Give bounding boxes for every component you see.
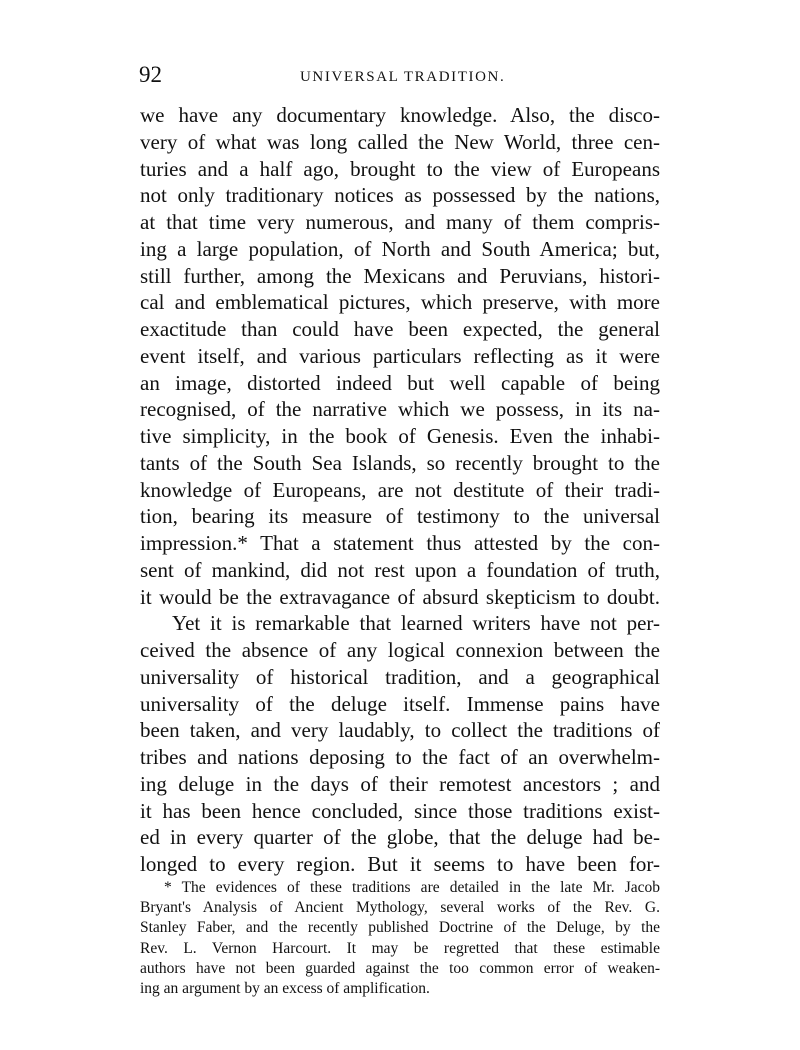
body-text: [140, 102, 660, 878]
text-line: ed in every quarter of the globe, that the deluge had be-: [140, 825, 660, 850]
text-line: cal and emblematical pictures, which preserve, with more: [140, 290, 660, 315]
footnote-line: Stanley Faber, and the recently published Doctrine of the Deluge, by the: [140, 919, 660, 937]
text-line: recognised, of the narrative which we possess, in its na-: [140, 397, 660, 422]
text-line: tive simplicity, in the book of Genesis. Even the inhabi-: [140, 424, 660, 448]
text-line: knowledge of Europeans, are not destitute of their tradi-: [140, 477, 660, 502]
text-line: at that time very numerous, and many of them compris-: [140, 210, 660, 234]
page-number: 92: [139, 62, 162, 87]
text-line: longed to every region. But it seems to have been for-: [140, 852, 660, 876]
footnote-line: authors have not been guarded against the too common error of weaken-: [140, 959, 660, 977]
text-line: very of what was long called the New World, three cen-: [140, 129, 660, 154]
text-line: been taken, and very laudably, to collect the traditions of: [140, 718, 660, 743]
text-line: ceived the absence of any logical connexion between the: [140, 638, 660, 662]
text-line: exactitude than could have been expected, the general: [140, 317, 660, 341]
footnote-line: Bryant's Analysis of Ancient Mythology, several works of the Rev. G.: [140, 899, 660, 917]
text-line: sent of mankind, did not rest upon a foundation of truth,: [140, 557, 660, 582]
text-line: universality of the deluge itself. Immense pains have: [140, 691, 660, 716]
paragraph: [140, 610, 660, 878]
text-line: ing deluge in the days of their remotest ancestors ; and: [140, 771, 660, 796]
text-line: ing a large population, of North and South America; but,: [140, 236, 660, 261]
text-line: tribes and nations deposing to the fact of an overwhelm-: [140, 745, 660, 769]
text-line: tion, bearing its measure of testimony to the universal: [140, 504, 660, 529]
footnote-line: * The evidences of these traditions are detailed in the late Mr. Jacob: [164, 879, 660, 896]
text-line: we have any documentary knowledge. Also, the disco-: [140, 103, 660, 127]
text-line: Yet it is remarkable that learned writers have not per-: [172, 611, 660, 636]
page-header: [0, 62, 800, 92]
paragraph: [140, 102, 660, 610]
text-line: impression.* That a statement thus attested by the con-: [140, 531, 660, 555]
text-line: not only traditionary notices as possessed by the nations,: [140, 183, 660, 208]
text-line: it would be the extravagance of absurd skepticism to doubt.: [140, 584, 660, 609]
text-line: still further, among the Mexicans and Peruvians, histori-: [140, 263, 660, 288]
text-line: turies and a half ago, brought to the view of Europeans: [140, 156, 660, 181]
text-line: an image, distorted indeed but well capable of being: [140, 370, 660, 395]
running-head: UNIVERSAL TRADITION.: [300, 69, 506, 85]
text-line: it has been hence concluded, since those traditions exist-: [140, 798, 660, 823]
footnote-line: ing an argument by an excess of amplification.: [140, 979, 430, 997]
text-line: universality of historical tradition, and a geographical: [140, 664, 660, 689]
text-line: tants of the South Sea Islands, so recently brought to the: [140, 450, 660, 475]
text-line: event itself, and various particulars reflecting as it were: [140, 343, 660, 368]
footnote: [140, 878, 660, 999]
footnote-line: Rev. L. Vernon Harcourt. It may be regretted that these estimable: [140, 939, 660, 957]
